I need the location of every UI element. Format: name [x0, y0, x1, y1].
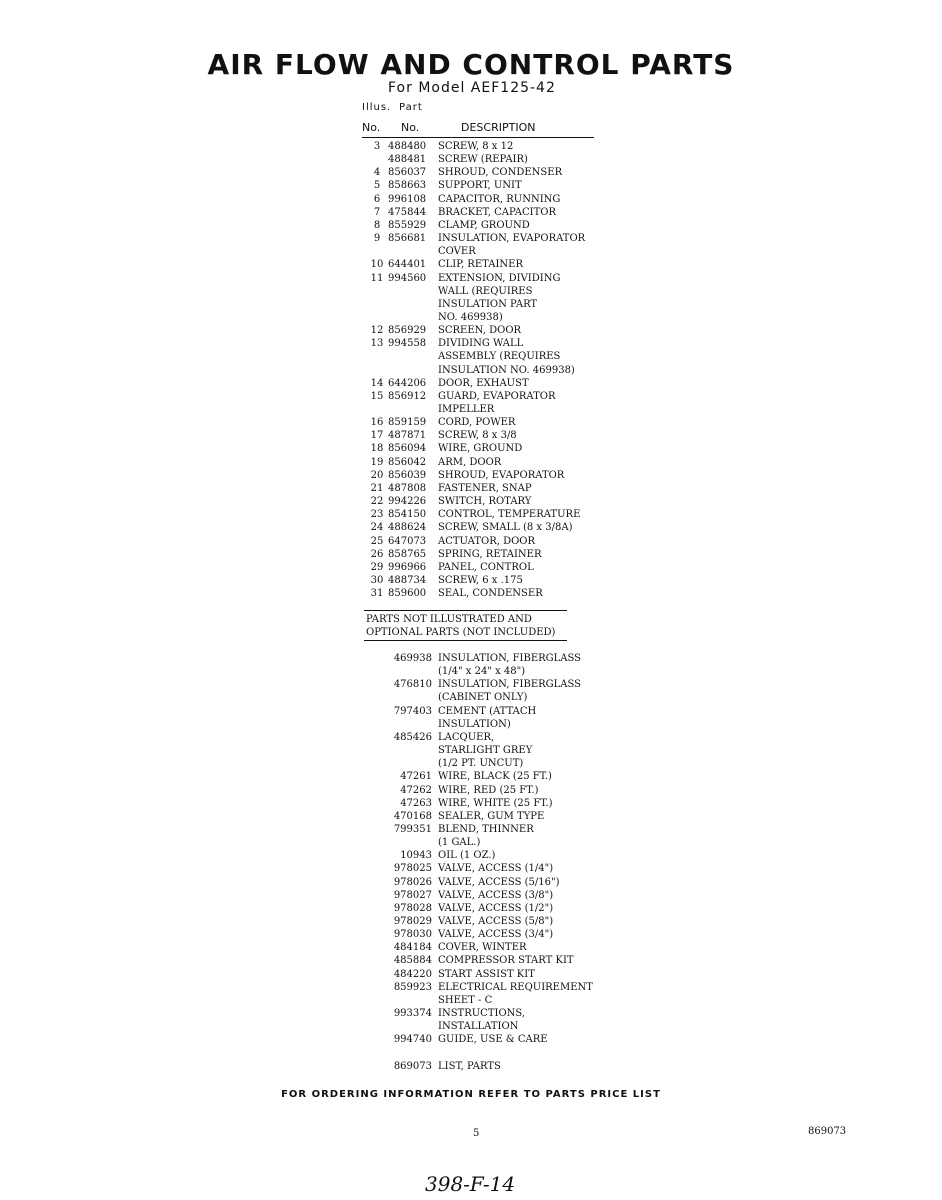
part-number: 856039	[388, 469, 427, 481]
part-number: 978028	[393, 902, 432, 914]
part-number: 488734	[388, 574, 427, 586]
illus-number: 24	[370, 522, 384, 534]
part-number: 47263	[400, 797, 432, 809]
part-description: (CABINET ONLY)	[438, 692, 528, 704]
part-number: 978025	[393, 863, 432, 875]
illus-number: 16	[370, 417, 384, 429]
part-number: 858765	[388, 548, 427, 560]
illus-number: 14	[370, 377, 384, 389]
part-number: 869073	[393, 1060, 432, 1072]
part-number: 856094	[388, 443, 427, 455]
part-description: VALVE, ACCESS (3/4")	[438, 929, 554, 941]
page-title: AIR FLOW AND CONTROL PARTS	[207, 48, 735, 81]
part-description: WIRE, GROUND	[438, 443, 523, 455]
part-number: 484184	[393, 942, 432, 954]
part-number: 994226	[388, 496, 427, 508]
part-description: (1/2 PT. UNCUT)	[438, 758, 524, 770]
handwritten-note: 398-F-14	[425, 1172, 516, 1196]
part-number: 994560	[388, 272, 427, 284]
illus-number: 25	[370, 535, 384, 547]
part-description: CORD, POWER	[438, 417, 516, 429]
part-number: 10943	[400, 850, 432, 862]
part-number: 856912	[388, 390, 427, 402]
part-description: ACTUATOR, DOOR	[438, 535, 536, 547]
part-description: VALVE, ACCESS (1/4")	[438, 863, 554, 875]
part-number: 487871	[388, 430, 427, 442]
part-number: 855929	[388, 219, 427, 231]
part-number: 859159	[388, 417, 427, 429]
optional-heading-line: PARTS NOT ILLUSTRATED AND	[366, 614, 532, 625]
part-description: LIST, PARTS	[438, 1060, 501, 1072]
part-number: 994558	[388, 338, 427, 350]
part-number: 488481	[388, 154, 427, 166]
illus-number: 10	[370, 259, 384, 271]
part-description: INSULATION, FIBERGLASS	[438, 679, 582, 691]
illus-number: 26	[370, 548, 384, 560]
illus-number: 23	[370, 509, 384, 521]
part-description: SEAL, CONDENSER	[438, 588, 543, 600]
illus-number: 3	[373, 141, 381, 152]
part-number: 797403	[393, 705, 432, 717]
part-description: DOOR, EXHAUST	[438, 377, 529, 389]
part-header-top: Part	[399, 102, 423, 113]
illus-number: 29	[370, 561, 384, 573]
section-rule	[364, 610, 567, 611]
part-description: CLIP, RETAINER	[438, 259, 524, 271]
part-description: ELECTRICAL REQUIREMENT	[438, 981, 593, 993]
part-description: ARM, DOOR	[438, 456, 502, 468]
part-description: INSTALLATION	[438, 1021, 519, 1033]
part-description: GUARD, EVAPORATOR	[438, 390, 556, 402]
part-description: SCREW, 8 x 3/8	[438, 430, 517, 442]
illus-number: 13	[370, 338, 384, 350]
part-description: COMPRESSOR START KIT	[438, 955, 574, 967]
part-description: (1 GAL.)	[438, 837, 481, 849]
part-description: NO. 469938)	[438, 311, 503, 323]
part-number: 485426	[393, 731, 432, 743]
part-description: OIL (1 OZ.)	[438, 850, 496, 862]
part-description: INSULATION)	[438, 718, 511, 730]
part-number: 484220	[393, 968, 432, 980]
part-number: 856037	[388, 167, 427, 179]
part-number: 978026	[393, 876, 432, 888]
part-description: SCREW, 6 x .175	[438, 574, 523, 586]
part-description: SUPPORT, UNIT	[438, 180, 522, 192]
illus-number: 4	[373, 167, 381, 179]
part-description: SHEET - C	[438, 994, 493, 1006]
part-description: (1/4" x 24" x 48")	[438, 666, 526, 678]
illus-number: 22	[370, 496, 384, 508]
part-description: BLEND, THINNER	[438, 823, 534, 835]
illus-number: 7	[373, 206, 381, 218]
part-number: 647073	[388, 535, 427, 547]
part-number: 856042	[388, 456, 427, 468]
part-number: 470168	[393, 810, 432, 822]
part-number: 469938	[393, 653, 432, 664]
part-description: LACQUER,	[438, 731, 495, 743]
part-description: SPRING, RETAINER	[438, 548, 542, 560]
part-description: COVER	[438, 246, 476, 258]
part-number: 996966	[388, 561, 427, 573]
part-description: WIRE, BLACK (25 FT.)	[438, 771, 552, 783]
part-number: 488480	[388, 141, 427, 152]
illus-number: 19	[370, 456, 384, 468]
part-description: SCREW, SMALL (8 x 3/8A)	[438, 522, 573, 534]
part-number: 47261	[400, 771, 432, 783]
part-number: 859600	[388, 588, 427, 600]
part-number: 858663	[388, 180, 427, 192]
part-number: 799351	[393, 823, 432, 835]
part-description: CAPACITOR, RUNNING	[438, 193, 561, 205]
part-description: INSULATION, FIBERGLASS	[438, 653, 582, 664]
part-description: VALVE, ACCESS (5/8")	[438, 916, 554, 927]
description-header: DESCRIPTION	[461, 121, 536, 134]
illus-number: 12	[370, 325, 384, 337]
part-description: INSULATION NO. 469938)	[438, 364, 575, 376]
part-description: WIRE, RED (25 FT.)	[438, 784, 539, 796]
ordering-note: FOR ORDERING INFORMATION REFER TO PARTS PRICE LIST	[281, 1089, 661, 1100]
illus-no-header: No.	[362, 121, 381, 134]
part-description: STARLIGHT GREY	[438, 745, 533, 757]
part-number: 994740	[393, 1034, 432, 1046]
illus-number: 11	[370, 272, 384, 284]
part-description: VALVE, ACCESS (3/8")	[438, 889, 554, 901]
illus-number: 8	[373, 219, 381, 231]
illus-number: 21	[370, 482, 384, 494]
part-number: 485884	[393, 955, 432, 967]
part-description: SWITCH, ROTARY	[438, 496, 532, 508]
optional-heading-rule	[364, 640, 567, 641]
part-description: SEALER, GUM TYPE	[438, 810, 545, 822]
part-description: ASSEMBLY (REQUIRES	[438, 351, 561, 363]
part-description: IMPELLER	[438, 404, 495, 415]
part-number: 978027	[393, 889, 432, 901]
part-description: INSULATION, EVAPORATOR	[438, 233, 586, 245]
part-description: WALL (REQUIRES	[438, 285, 533, 297]
part-number: 856929	[388, 325, 427, 337]
part-number: 476810	[393, 679, 432, 691]
illus-header-top: Illus.	[362, 102, 392, 113]
part-description: GUIDE, USE & CARE	[438, 1034, 548, 1046]
illus-number: 31	[370, 588, 384, 600]
model-subtitle: For Model AEF125-42	[388, 80, 556, 96]
part-description: BRACKET, CAPACITOR	[438, 206, 556, 218]
part-number: 475844	[388, 206, 427, 218]
illus-number: 9	[373, 233, 381, 245]
part-no-header: No.	[401, 121, 420, 134]
part-number: 859923	[393, 981, 432, 993]
part-description: CEMENT (ATTACH	[438, 705, 537, 717]
part-number: 978029	[393, 916, 432, 927]
part-description: DIVIDING WALL	[438, 338, 524, 350]
part-number: 644401	[388, 259, 427, 271]
part-number: 854150	[388, 509, 427, 521]
part-description: CLAMP, GROUND	[438, 219, 530, 231]
part-description: SCREEN, DOOR	[438, 325, 522, 337]
page-number: 5	[473, 1128, 480, 1139]
part-description: VALVE, ACCESS (5/16")	[438, 876, 560, 888]
part-description: VALVE, ACCESS (1/2")	[438, 902, 554, 914]
part-number: 644206	[388, 377, 427, 389]
header-rule	[362, 137, 594, 138]
optional-heading-line: OPTIONAL PARTS (NOT INCLUDED)	[366, 627, 556, 639]
part-description: EXTENSION, DIVIDING	[438, 272, 561, 284]
illus-number: 17	[370, 430, 384, 442]
part-description: PANEL, CONTROL	[438, 561, 534, 573]
illus-number: 6	[373, 193, 381, 205]
illus-number: 30	[370, 574, 384, 586]
part-description: SCREW (REPAIR)	[438, 154, 528, 166]
part-number: 47262	[400, 784, 432, 796]
part-description: CONTROL, TEMPERATURE	[438, 509, 581, 521]
illus-number: 18	[370, 443, 384, 455]
part-number: 487808	[388, 482, 427, 494]
part-description: COVER, WINTER	[438, 942, 527, 954]
illus-number: 15	[370, 390, 384, 402]
part-description: SCREW, 8 x 12	[438, 141, 514, 152]
part-number: 488624	[388, 522, 427, 534]
part-number: 978030	[393, 929, 432, 941]
illus-number: 5	[373, 180, 381, 192]
part-number: 856681	[388, 233, 427, 245]
part-number: 993374	[393, 1008, 432, 1020]
part-description: INSTRUCTIONS,	[438, 1008, 526, 1020]
part-description: FASTENER, SNAP	[438, 482, 532, 494]
document-number: 869073	[808, 1126, 847, 1137]
part-description: SHROUD, EVAPORATOR	[438, 469, 565, 481]
part-number: 996108	[388, 193, 427, 205]
part-description: SHROUD, CONDENSER	[438, 167, 563, 179]
part-description: INSULATION PART	[438, 298, 538, 310]
illus-number: 20	[370, 469, 384, 481]
part-description: WIRE, WHITE (25 FT.)	[438, 797, 553, 809]
part-description: START ASSIST KIT	[438, 968, 535, 980]
